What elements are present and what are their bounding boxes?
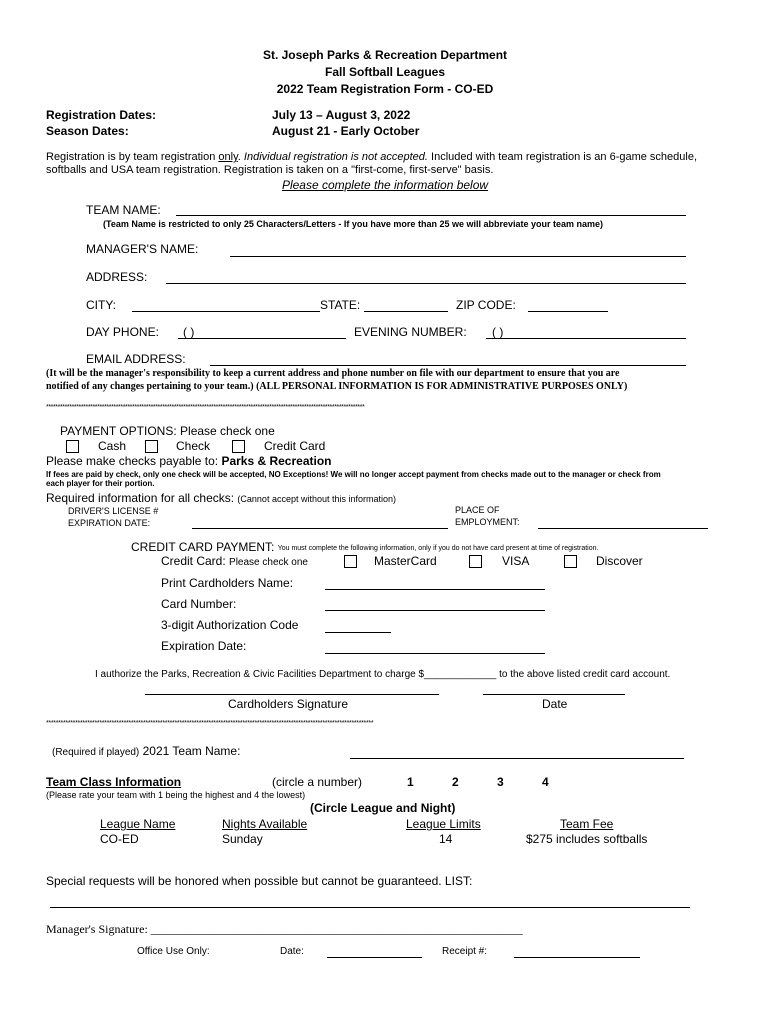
auth-code-label: 3-digit Authorization Code bbox=[161, 618, 299, 632]
intro-line-2: softballs and USA team registration. Registration is taken on a "first-come, first-serve" basis. bbox=[46, 164, 494, 176]
fees-note-line-1: If fees are paid by check, only one check will be accepted, NO Exceptions! We will no longer accept payment from checks made out to the manager or check from bbox=[46, 470, 661, 479]
authorize-statement: I authorize the Parks, Recreation & Civic Facilities Department to charge $_____________ to the above listed credit card account. bbox=[95, 669, 671, 680]
cash-checkbox[interactable] bbox=[66, 440, 79, 453]
state-field[interactable] bbox=[364, 311, 448, 312]
city-label: CITY: bbox=[86, 298, 117, 312]
team-class-title: Team Class Information bbox=[46, 775, 182, 789]
team-fee-header: Team Fee bbox=[560, 817, 614, 831]
expiration-date-card-label: Expiration Date: bbox=[161, 639, 247, 653]
notice-line-1: (It will be the manager's responsibility to keep a current address and phone number on file with our department to ensure that you are bbox=[46, 368, 620, 379]
credit-card-label: Credit Card bbox=[264, 439, 326, 453]
day-phone-label: DAY PHONE: bbox=[86, 325, 159, 339]
day-phone-field[interactable] bbox=[178, 338, 346, 339]
check-label: Check bbox=[176, 439, 211, 453]
cardholder-date-label: Date bbox=[542, 697, 568, 711]
email-address-field[interactable] bbox=[210, 365, 686, 366]
expiration-date-label: EXPIRATION DATE: bbox=[68, 518, 151, 528]
evening-area-code: ( ) bbox=[492, 325, 504, 339]
address-field[interactable] bbox=[166, 283, 686, 284]
payable-to-line: Please make checks payable to: Parks & Recreation bbox=[46, 454, 332, 468]
card-number-field[interactable] bbox=[325, 610, 545, 611]
season-dates-value: August 21 - Early October bbox=[272, 124, 420, 138]
circle-a-number: (circle a number) bbox=[272, 775, 363, 789]
previous-team-line: (Required if played) 2021 Team Name: bbox=[52, 744, 241, 758]
team-class-note: (Please rate your team with 1 being the highest and 4 the lowest) bbox=[46, 790, 306, 800]
team-name-note: (Team Name is restricted to only 25 Characters/Letters - If you have more than 25 we will abbreviate your team name) bbox=[103, 219, 604, 229]
season-dates-label: Season Dates: bbox=[46, 124, 129, 138]
office-use-only-label: Office Use Only: bbox=[137, 946, 210, 957]
cardholder-name-field[interactable] bbox=[325, 589, 545, 590]
header-line-3: 2022 Team Registration Form - CO-ED bbox=[276, 82, 494, 96]
place-of-label: PLACE OF bbox=[455, 505, 500, 515]
required-info-line: Required information for all checks: (Cannot accept without this information) bbox=[46, 491, 396, 505]
credit-card-payment-title: CREDIT CARD PAYMENT: You must complete the following information, only if you do not have card present at time of registration. bbox=[131, 540, 599, 554]
manager-name-field[interactable] bbox=[230, 256, 686, 257]
office-date-field[interactable] bbox=[327, 957, 422, 958]
special-requests-field[interactable] bbox=[50, 907, 690, 908]
evening-number-label: EVENING NUMBER: bbox=[354, 325, 467, 339]
class-number-2[interactable]: 2 bbox=[452, 775, 459, 789]
office-date-label: Date: bbox=[280, 946, 304, 957]
manager-signature-line[interactable]: Manager's Signature: ______________________________________________________________ bbox=[46, 922, 523, 936]
separator-stars-2: *************************************************************************************************************************************** bbox=[46, 720, 374, 727]
payment-options-title: PAYMENT OPTIONS: Please check one bbox=[60, 424, 275, 438]
league-name-cell[interactable]: CO-ED bbox=[100, 832, 139, 846]
discover-checkbox[interactable] bbox=[564, 555, 577, 568]
nights-available-header: Nights Available bbox=[222, 817, 308, 831]
separator-stars-1: ***************************************************************************************************************************************** bbox=[46, 404, 365, 411]
class-number-3[interactable]: 3 bbox=[497, 775, 504, 789]
special-requests-label: Special requests will be honored when possible but cannot be guaranteed. LIST: bbox=[46, 874, 473, 888]
class-number-1[interactable]: 1 bbox=[407, 775, 414, 789]
state-label: STATE: bbox=[320, 298, 361, 312]
mastercard-label: MasterCard bbox=[374, 554, 437, 568]
card-expiration-field[interactable] bbox=[325, 653, 545, 654]
header-line-2: Fall Softball Leagues bbox=[324, 65, 446, 79]
print-cardholder-name-label: Print Cardholders Name: bbox=[161, 576, 294, 590]
mastercard-checkbox[interactable] bbox=[344, 555, 357, 568]
zip-code-label: ZIP CODE: bbox=[456, 298, 516, 312]
address-label: ADDRESS: bbox=[86, 270, 148, 284]
team-fee-cell: $275 includes softballs bbox=[526, 832, 648, 846]
league-limits-cell: 14 bbox=[439, 832, 453, 846]
card-number-label: Card Number: bbox=[161, 597, 237, 611]
visa-checkbox[interactable] bbox=[469, 555, 482, 568]
auth-code-field[interactable] bbox=[325, 632, 391, 633]
nights-available-cell[interactable]: Sunday bbox=[222, 832, 263, 846]
fees-note-line-2: each player for their portion. bbox=[46, 479, 155, 488]
email-address-label: EMAIL ADDRESS: bbox=[86, 352, 186, 366]
league-limits-header: League Limits bbox=[406, 817, 481, 831]
manager-name-label: MANAGER'S NAME: bbox=[86, 242, 199, 256]
cardholder-signature-label: Cardholders Signature bbox=[228, 697, 349, 711]
please-complete: Please complete the information below bbox=[281, 178, 489, 192]
discover-label: Discover bbox=[596, 554, 643, 568]
credit-card-checkbox[interactable] bbox=[232, 440, 245, 453]
cash-label: Cash bbox=[98, 439, 127, 453]
registration-dates-label: Registration Dates: bbox=[46, 108, 157, 122]
receipt-number-field[interactable] bbox=[514, 957, 640, 958]
evening-number-field[interactable] bbox=[486, 338, 686, 339]
team-name-label: TEAM NAME: bbox=[86, 203, 161, 217]
employment-field[interactable] bbox=[538, 528, 708, 529]
visa-label: VISA bbox=[502, 554, 530, 568]
class-number-4[interactable]: 4 bbox=[542, 775, 549, 789]
circle-league-night: (Circle League and Night) bbox=[310, 801, 456, 815]
team-name-field[interactable] bbox=[176, 215, 686, 216]
header-line-1: St. Joseph Parks & Recreation Department bbox=[262, 48, 508, 62]
notice-line-2: notified of any changes pertaining to your team.) (ALL PERSONAL INFORMATION IS FOR ADMINISTRATIVE PURPOSES ONLY) bbox=[46, 381, 628, 392]
receipt-number-label: Receipt #: bbox=[442, 946, 488, 957]
previous-team-name-field[interactable] bbox=[350, 758, 684, 759]
credit-card-type-line: Credit Card: Please check one bbox=[161, 554, 308, 568]
drivers-license-field[interactable] bbox=[192, 528, 448, 529]
zip-code-field[interactable] bbox=[528, 311, 608, 312]
drivers-license-label: DRIVER'S LICENSE # bbox=[68, 506, 159, 516]
cardholder-signature-field[interactable] bbox=[145, 694, 439, 695]
intro-line-1: Registration is by team registration only. Individual registration is not accepted. Included with team registration is an 6-game schedule, bbox=[46, 151, 698, 163]
city-field[interactable] bbox=[132, 311, 320, 312]
employment-label: EMPLOYMENT: bbox=[455, 517, 520, 527]
day-phone-area-code: ( ) bbox=[183, 325, 195, 339]
registration-dates-value: July 13 – August 3, 2022 bbox=[272, 108, 411, 122]
cardholder-date-field[interactable] bbox=[483, 694, 625, 695]
league-name-header: League Name bbox=[100, 817, 176, 831]
check-checkbox[interactable] bbox=[145, 440, 158, 453]
